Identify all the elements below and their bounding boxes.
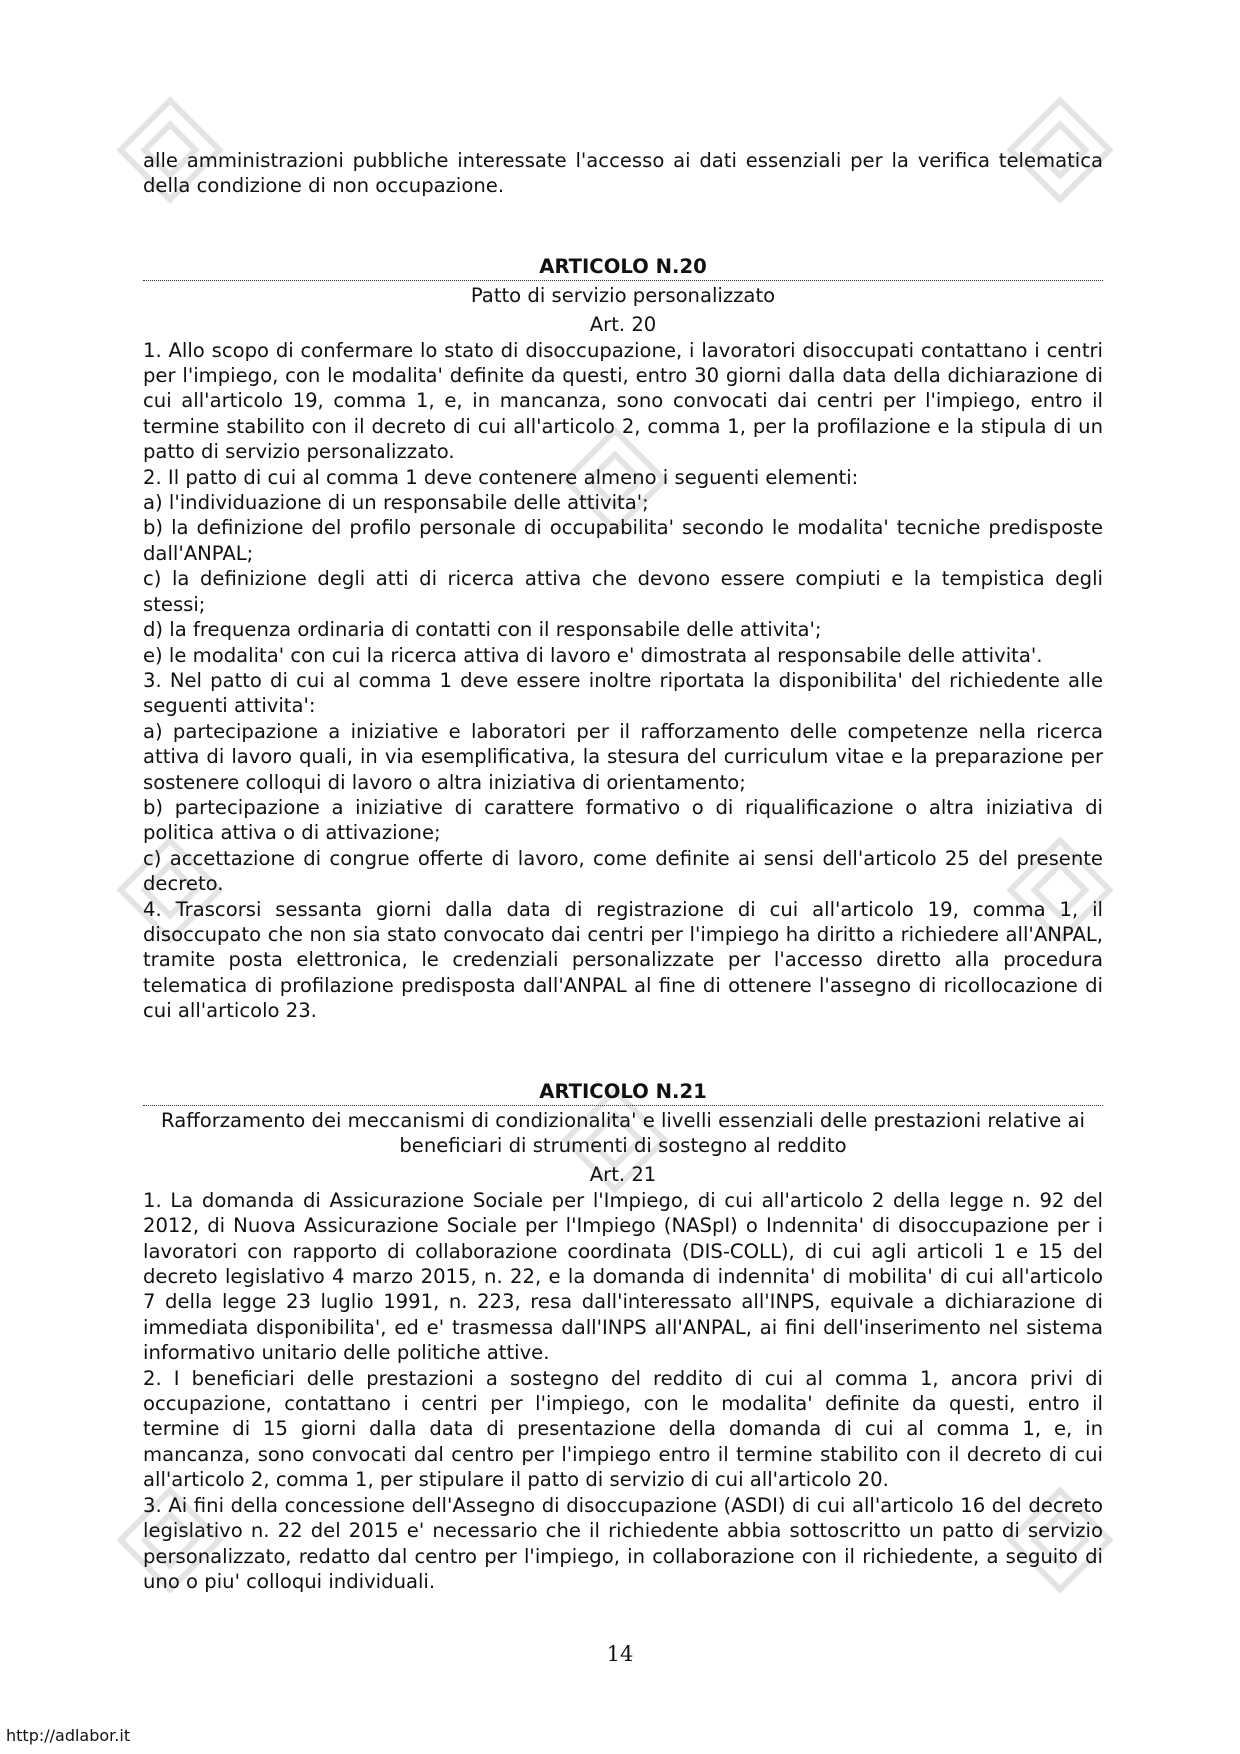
article-21 (143, 1080, 1103, 1595)
paragraph: 1. Allo scopo di confermare lo stato di disoccupazione, i lavoratori disoccupati contattano i centri per l'impiego, con le modalita' definite da questi, entro 30 giorni dalla data della dichiarazione di cui all'articolo 19, comma 1, e, in mancanza, sono convocati dai centri per l'impiego, entro il termine stabilito con il decreto di cui all'articolo 2, comma 1, per la profilazione e la stipula di un patto di servizio personalizzato. (143, 338, 1103, 464)
paragraph: 1. La domanda di Assicurazione Sociale per l'Impiego, di cui all'articolo 2 della legge n. 92 del 2012, di Nuova Assicurazione Sociale per l'Impiego (NASpI) o Indennita' di disoccupazione per i lavoratori con rapporto di collaborazione coordinata (DIS-COLL), di cui agli articoli 1 e 15 del decreto legislativo 4 marzo 2015, n. 22, e la domanda di indennita' di mobilita' di cui all'articolo 7 della legge 23 luglio 1991, n. 223, resa dall'interessato all'INPS, equivale a dichiarazione di immediata disponibilita', ed e' trasmessa dall'INPS all'ANPAL, ai fini dell'inserimento nel sistema informativo unitario delle politiche attive. (143, 1188, 1103, 1365)
list-item: a) l'individuazione di un responsabile delle attivita'; (143, 491, 649, 515)
list-item: a) partecipazione a iniziative e laboratori per il rafforzamento delle competenze nella ricerca attiva di lavoro quali, in via esemplificativa, la stesura del curriculum vitae e la preparazione per sostenere colloqui di lavoro o altra iniziativa di orientamento; (143, 719, 1103, 794)
article-number: Art. 21 (589, 1163, 657, 1187)
article-number: Art. 20 (589, 313, 657, 337)
paragraph: 3. Nel patto di cui al comma 1 deve essere inoltre riportata la disponibilita' del richiedente alle seguenti attivita': (143, 668, 1103, 718)
list-item: c) accettazione di congrue offerte di lavoro, come definite ai sensi dell'articolo 25 del presente decreto. (143, 846, 1103, 896)
list-item: c) la definizione degli atti di ricerca attiva che devono essere compiuti e la tempistica degli stessi; (143, 567, 1103, 616)
intro-paragraph: alle amministrazioni pubbliche interessate l'accesso ai dati essenziali per la verifica telematica della condizione di non occupazione. (143, 149, 1103, 198)
article-heading: ARTICOLO N.20 (143, 255, 1103, 281)
article-subtitle: Rafforzamento dei meccanismi di condizionalita' e livelli essenziali delle prestazioni relative ai beneficiari di strumenti di sostegno al reddito (161, 1108, 1085, 1157)
list-item: b) partecipazione a iniziative di carattere formativo o di riqualificazione o altra iniziativa di politica attiva o di attivazione; (143, 795, 1103, 845)
list-item: d) la frequenza ordinaria di contatti con il responsabile delle attivita'; (143, 618, 822, 642)
footer-url: http://adlabor.it (6, 1726, 131, 1745)
list-item: e) le modalita' con cui la ricerca attiva di lavoro e' dimostrata al responsabile delle attivita'. (143, 643, 1043, 667)
list-item: b) la definizione del profilo personale di occupabilita' secondo le modalita' tecniche predisposte dall'ANPAL; (143, 516, 1103, 565)
paragraph: 2. Il patto di cui al comma 1 deve contenere almeno i seguenti elementi: (143, 465, 859, 489)
article-subtitle: Patto di servizio personalizzato (470, 283, 776, 307)
paragraph: 4. Trascorsi sessanta giorni dalla data di registrazione di cui all'articolo 19, comma 1, il disoccupato che non sia stato convocato dai centri per l'impiego ha diritto a richiedere all'ANPAL, tramite posta elettronica, le credenziali personalizzate per l'accesso diretto alla procedura telematica di profilazione predisposta dall'ANPAL al fine di ottenere l'assegno di ricollocazione di cui all'articolo 23. (143, 897, 1103, 1023)
paragraph: 3. Ai fini della concessione dell'Assegno di disoccupazione (ASDI) di cui all'articolo 16 del decreto legislativo n. 22 del 2015 e' necessario che il richiedente abbia sottoscritto un patto di servizio personalizzato, redatto dal centro per l'impiego, in collaborazione con il richiedente, a seguito di uno o piu' colloqui individuali. (143, 1493, 1103, 1593)
page-number: 14 (606, 1642, 634, 1666)
document-body (143, 148, 1103, 1594)
paragraph: 2. I beneficiari delle prestazioni a sostegno del reddito di cui al comma 1, ancora privi di occupazione, contattano i centri per l'impiego, con le modalita' definite da questi, entro il termine di 15 giorni dalla data di presentazione della domanda di cui al comma 1, e, in mancanza, sono convocati dal centro per l'impiego entro il termine stabilito con il decreto di cui all'articolo 2, comma 1, per stipulare il patto di servizio di cui all'articolo 20. (143, 1366, 1103, 1492)
article-heading: ARTICOLO N.21 (143, 1080, 1103, 1106)
article-20 (143, 255, 1103, 1024)
